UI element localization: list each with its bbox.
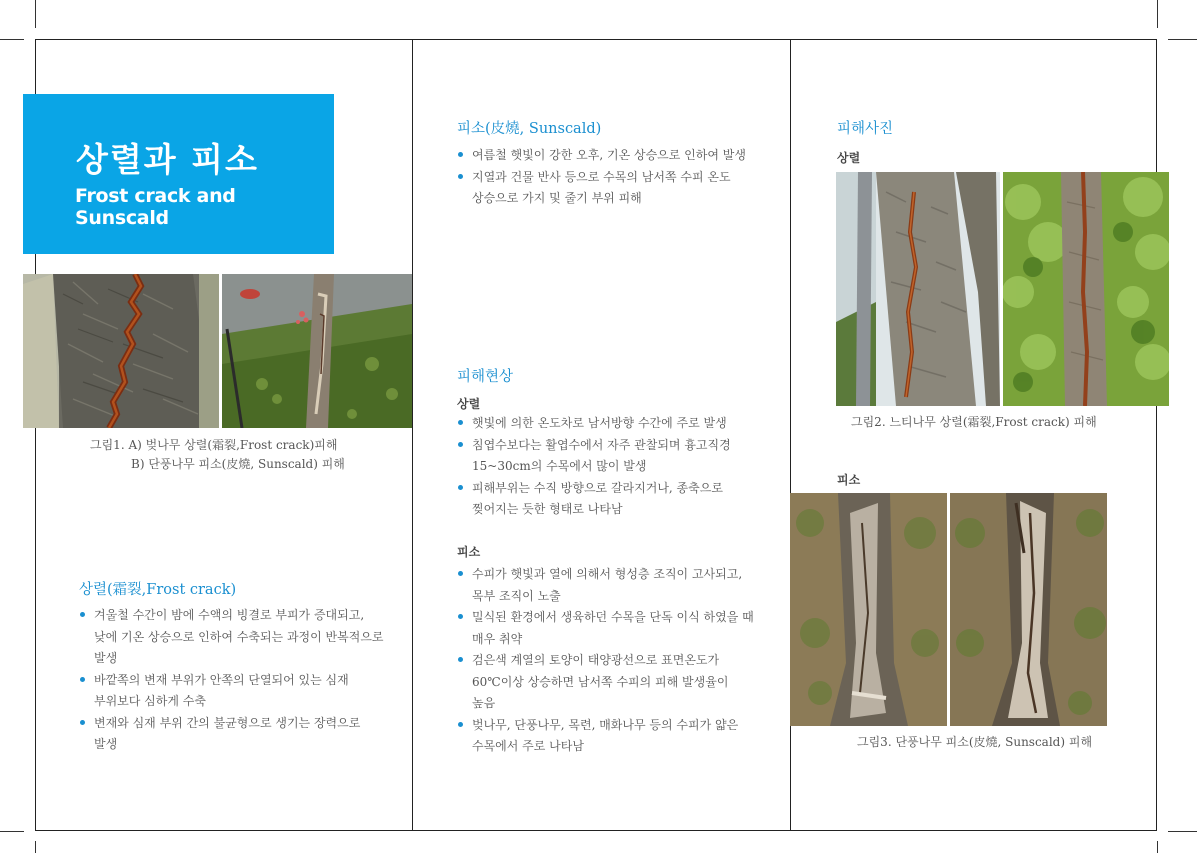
list-item-line: 여름철 햇빛이 강한 오후, 기온 상승으로 인하여 발생: [472, 148, 746, 162]
list-item: [79, 713, 384, 756]
title-korean: 상렬과 피소: [76, 140, 259, 179]
list-item: [457, 564, 754, 607]
list-item: [457, 650, 754, 715]
symptoms-frost-list: [457, 413, 731, 521]
symptoms-heading: 피해현상: [457, 369, 514, 385]
list-item-line: 피해부위는 수직 방향으로 갈라지거나, 종축으로: [472, 480, 723, 495]
list-item-line: 낮에 기온 상승으로 인하여 수축되는 과정이 반복적으로: [94, 629, 384, 644]
list-item-line: 지열과 건물 반사 등으로 수목의 남서쪽 수피 온도: [472, 169, 731, 184]
crop-mark: [1157, 841, 1158, 853]
list-item-line: 밀식된 환경에서 생육하던 수목을 단독 이식 하였을 때: [472, 610, 754, 624]
frost-crack-list: [79, 605, 384, 756]
figure3-caption: 그림3. 단풍나무 피소(皮燒, Sunscald) 피해: [857, 735, 1093, 749]
photo-maple-sunscald: [222, 274, 412, 428]
sunscald-heading: 피소(皮燒, Sunscald): [457, 121, 602, 137]
figure2-caption: 그림2. 느티나무 상렬(霜裂,Frost crack) 피해: [851, 415, 1097, 429]
photo-maple-sunscald-right: [950, 493, 1107, 726]
list-item-line: 15~30cm의 수목에서 많이 발생: [472, 459, 647, 473]
crop-mark: [0, 39, 24, 40]
crop-mark: [1168, 831, 1197, 832]
title-english: Frost crack and Sunscald: [75, 185, 236, 229]
list-item: [457, 607, 754, 650]
list-item-line: 햇빛에 의한 온도차로 남서방향 수간에 주로 발생: [472, 416, 727, 430]
list-item: [457, 167, 746, 210]
title-banner: [23, 94, 334, 254]
list-item-line: 겨울철 수간이 밤에 수액의 빙결로 부피가 증대되고,: [94, 608, 365, 622]
list-item-line: 목부 조직이 노출: [472, 588, 561, 603]
figure1-caption-line: 그림1. A) 벚나무 상렬(霜裂,Frost crack)피해: [90, 438, 338, 452]
list-item-line: 변재와 심재 부위 간의 불균형으로 생기는 장력으로: [94, 715, 361, 730]
panel-divider: [412, 39, 413, 831]
crop-mark: [35, 841, 36, 853]
list-item-line: 수피가 햇빛과 열에 의해서 형성층 조직이 고사되고,: [472, 567, 743, 581]
list-item: [457, 145, 746, 167]
list-item: [457, 715, 754, 758]
photo-maple-sunscald-left: [790, 493, 947, 726]
list-item-line: 검은색 계열의 토양이 태양광선으로 표면온도가: [472, 653, 720, 667]
sunscald-list: [457, 145, 746, 210]
symptoms-sun-list: [457, 564, 754, 758]
crop-mark: [0, 831, 24, 832]
figure1-caption-line: B) 단풍나무 피소(皮燒, Sunscald) 피해: [131, 457, 345, 471]
list-item-line: 발생: [94, 651, 118, 665]
list-item-line: 바깥쪽의 변재 부위가 안쪽의 단열되어 있는 심재: [94, 672, 349, 687]
crop-mark: [35, 0, 36, 28]
crop-mark: [1157, 0, 1158, 28]
crop-mark: [1168, 39, 1197, 40]
list-item: [79, 605, 384, 670]
list-item: [457, 413, 731, 435]
photos-sun-label: 피소: [837, 473, 861, 487]
list-item-line: 60℃이상 상승하면 남서쪽 수피의 피해 발생율이: [472, 674, 729, 689]
figure1-caption: [90, 436, 345, 474]
photo-cherry-frost-crack: [23, 274, 219, 428]
list-item-line: 부위보다 심하게 수축: [94, 694, 206, 708]
list-item-line: 찢어지는 듯한 형태로 나타남: [472, 502, 623, 516]
photo-zelkova-frost-crack-right: [1003, 172, 1169, 406]
photos-heading: 피해사진: [837, 121, 894, 137]
list-item: [457, 435, 731, 478]
list-item-line: 상승으로 가지 및 줄기 부위 피해: [472, 191, 642, 205]
list-item: [457, 478, 731, 521]
list-item-line: 높음: [472, 696, 496, 710]
list-item: [79, 670, 384, 713]
list-item-line: 벚나무, 단풍나무, 목련, 매화나무 등의 수피가 얇은: [472, 717, 739, 732]
symptoms-frost-label: 상렬: [457, 397, 481, 411]
symptoms-sun-label: 피소: [457, 545, 481, 559]
list-item-line: 매우 취약: [472, 631, 523, 646]
frost-crack-heading: 상렬(霜裂,Frost crack): [79, 582, 237, 598]
list-item-line: 발생: [94, 737, 118, 751]
photos-frost-label: 상렬: [837, 151, 861, 165]
list-item-line: 침엽수보다는 활엽수에서 자주 관찰되며 흉고직경: [472, 437, 731, 452]
photo-zelkova-frost-crack-left: [836, 172, 1000, 406]
list-item-line: 수목에서 주로 나타남: [472, 739, 584, 753]
